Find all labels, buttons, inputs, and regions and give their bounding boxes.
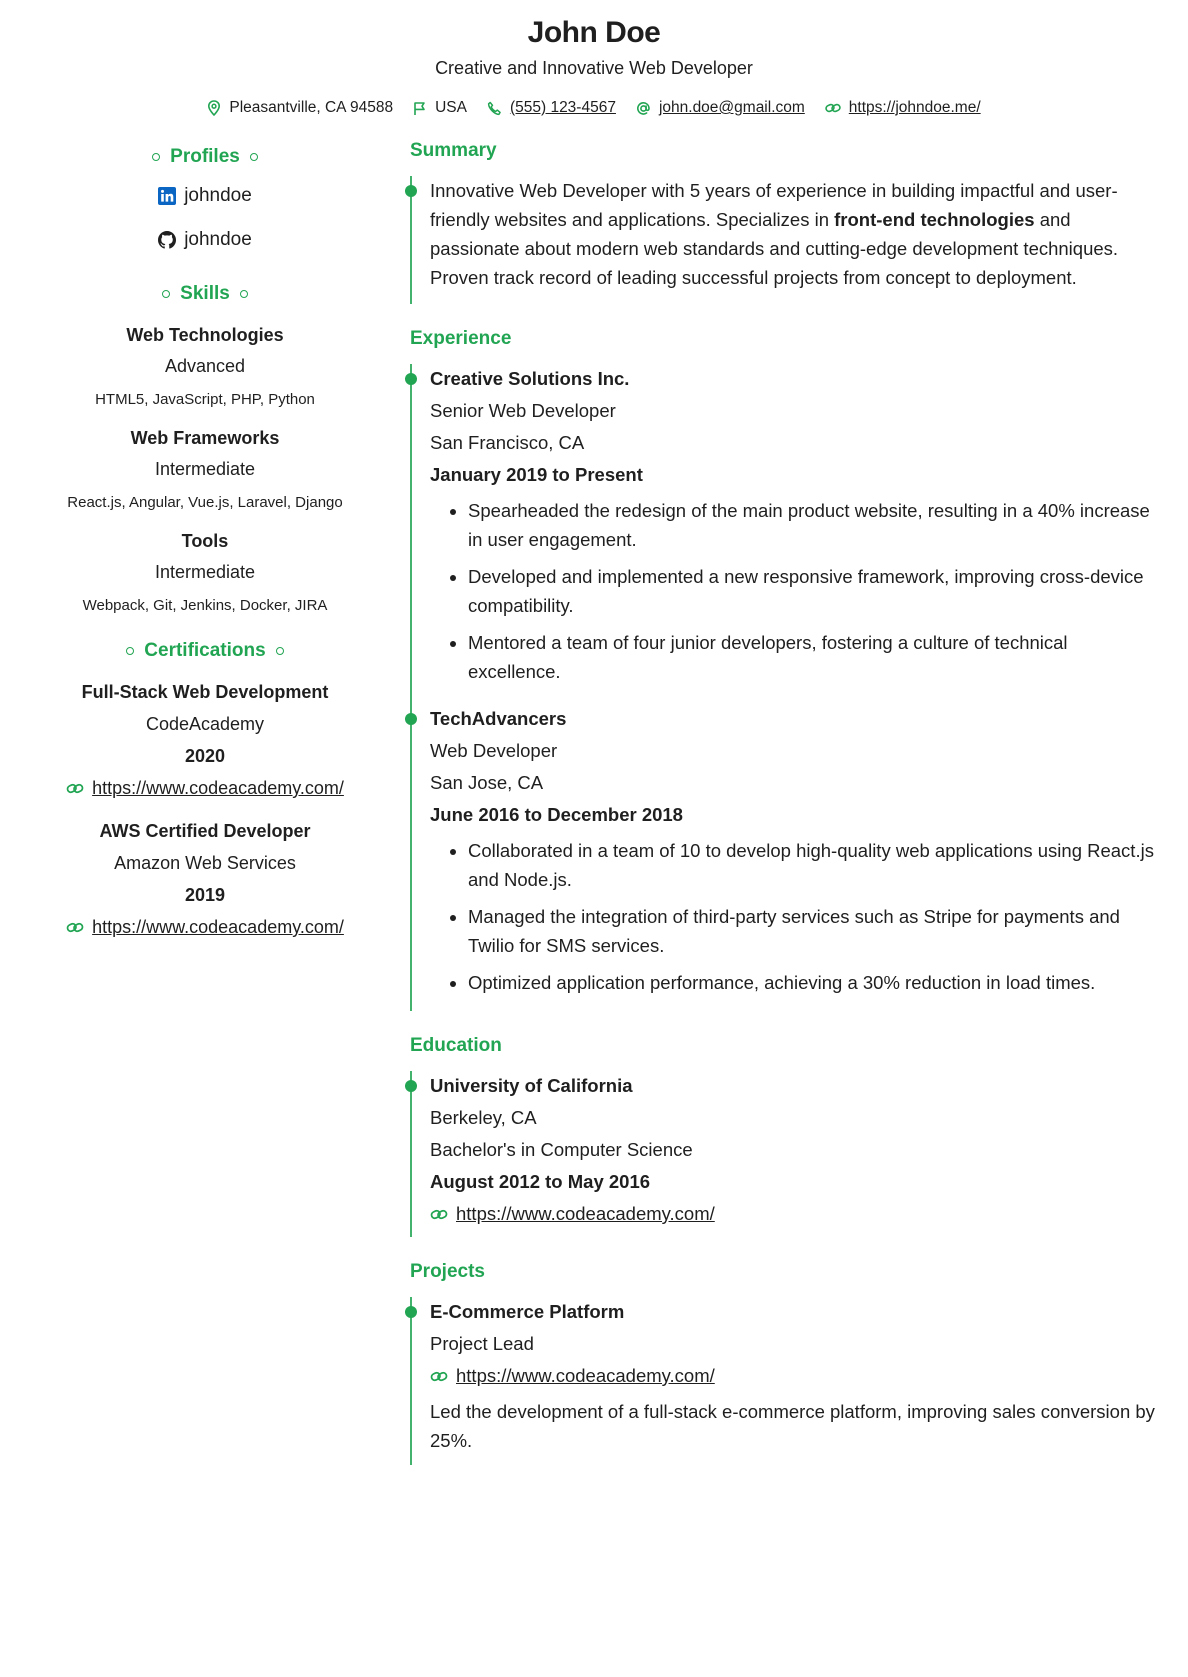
projects-heading: Projects (410, 1261, 485, 1282)
timeline-dot (405, 1306, 417, 1318)
timeline-dot (405, 373, 417, 385)
contact-phone[interactable] (487, 99, 616, 117)
skill-level: Advanced (164, 356, 246, 376)
profile-username: johndoe (184, 229, 252, 250)
company-name: TechAdvancers (430, 708, 567, 729)
at-sign-icon (636, 101, 651, 116)
summary-entry (430, 176, 1160, 292)
job-dates: June 2016 to December 2018 (430, 804, 683, 825)
highlight-item: • Spearheaded the redesign of the main product website, resulting in a 40% increase in user engagement. (468, 496, 1160, 554)
highlight-item: • Optimized application performance, achieving a 30% reduction in load times. (468, 968, 1160, 997)
timeline-dot (405, 1080, 417, 1092)
projects-block (410, 1297, 1160, 1465)
skills-heading (40, 283, 370, 305)
country-text: USA (435, 99, 467, 116)
project-role: Project Lead (430, 1333, 534, 1354)
project-description: Led the development of a full-stack e-commerce platform, improving sales conversion by 25%. (430, 1401, 1155, 1451)
location-text: Pleasantville, CA 94588 (229, 99, 394, 116)
contact-website[interactable] (825, 99, 981, 117)
ring-icon (126, 647, 134, 655)
contact-email[interactable] (636, 99, 805, 117)
project-url[interactable] (430, 1361, 1160, 1391)
skill-item (40, 428, 370, 511)
skill-level: Intermediate (154, 459, 256, 479)
degree-name: Bachelor's in Computer Science (430, 1139, 693, 1160)
summary-heading: Summary (410, 140, 497, 161)
ring-icon (250, 153, 258, 161)
skills-title: Skills (180, 283, 230, 304)
link-icon (430, 1208, 448, 1221)
linkedin-icon (158, 187, 176, 205)
position-title: Web Developer (430, 740, 558, 761)
profile-linkedin[interactable] (40, 185, 370, 207)
certification-item (40, 821, 370, 938)
certification-date: 2019 (184, 885, 226, 905)
skill-keywords: Webpack, Git, Jenkins, Docker, JIRA (82, 597, 328, 614)
link-icon (825, 102, 841, 114)
summary-emphasis: front-end technologies (834, 209, 1035, 230)
profiles-heading (40, 146, 370, 168)
education-dates: August 2012 to May 2016 (430, 1171, 651, 1192)
phone-link[interactable]: (555) 123-4567 (509, 99, 616, 116)
certifications-heading (40, 640, 370, 662)
certifications-title: Certifications (144, 640, 266, 661)
certification-link[interactable]: https://www.codeacademy.com/ (92, 917, 344, 937)
contact-location (207, 99, 393, 117)
experience-entry (430, 704, 1160, 997)
skill-item (40, 325, 370, 408)
project-name: E-Commerce Platform (430, 1301, 625, 1322)
job-location: San Francisco, CA (430, 432, 585, 453)
github-icon (158, 231, 176, 249)
candidate-name: John Doe (527, 16, 661, 49)
education-link[interactable]: https://www.codeacademy.com/ (456, 1203, 715, 1224)
link-icon (430, 1370, 448, 1383)
certification-link[interactable]: https://www.codeacademy.com/ (92, 778, 344, 798)
education-location: Berkeley, CA (430, 1107, 537, 1128)
certification-issuer: CodeAcademy (145, 714, 265, 734)
certification-url[interactable] (40, 778, 370, 799)
education-url[interactable] (430, 1199, 1160, 1229)
education-heading: Education (410, 1035, 502, 1056)
skill-name: Web Technologies (126, 325, 284, 345)
candidate-headline: Creative and Innovative Web Developer (435, 58, 753, 78)
ring-icon (276, 647, 284, 655)
flag-icon (413, 101, 427, 116)
certification-name: Full-Stack Web Development (81, 682, 329, 702)
company-name: Creative Solutions Inc. (430, 368, 630, 389)
highlight-item: • Mentored a team of four junior developers, fostering a culture of technical excellence. (468, 628, 1160, 686)
link-icon (66, 921, 84, 934)
certification-url[interactable] (40, 917, 370, 938)
experience-block (410, 364, 1160, 1011)
main-column (410, 140, 1160, 1465)
institution-name: University of California (430, 1075, 633, 1096)
contact-country (413, 99, 467, 117)
highlight-item: • Collaborated in a team of 10 to develop high-quality web applications using React.js and Node.js. (468, 836, 1160, 894)
certification-item (40, 682, 370, 799)
certification-date: 2020 (184, 746, 226, 766)
profile-github[interactable] (40, 229, 370, 251)
job-dates: January 2019 to Present (430, 464, 643, 485)
profile-username: johndoe (184, 185, 252, 206)
position-title: Senior Web Developer (430, 400, 616, 421)
map-pin-icon (207, 100, 221, 116)
skill-keywords: React.js, Angular, Vue.js, Laravel, Django (67, 494, 343, 511)
highlight-item: • Managed the integration of third-party services such as Stripe for payments and Twilio for SMS services. (468, 902, 1160, 960)
skill-name: Web Frameworks (130, 428, 280, 448)
profiles-title: Profiles (170, 146, 240, 167)
job-highlights (430, 836, 1160, 997)
experience-entry (430, 364, 1160, 686)
email-link[interactable]: john.doe@gmail.com (658, 99, 805, 116)
skill-keywords: HTML5, JavaScript, PHP, Python (95, 391, 315, 408)
link-icon (66, 782, 84, 795)
summary-block (410, 176, 1160, 304)
education-entry (430, 1071, 1160, 1229)
timeline-dot (405, 713, 417, 725)
education-block (410, 1071, 1160, 1237)
timeline-dot (405, 185, 417, 197)
skill-item (40, 531, 370, 614)
ring-icon (152, 153, 160, 161)
certification-issuer: Amazon Web Services (114, 853, 296, 873)
highlight-item: • Developed and implemented a new responsive framework, improving cross-device compatibility. (468, 562, 1160, 620)
job-highlights (430, 496, 1160, 686)
summary-text-part: and passionate about modern web standards and cutting-edge development techniques. Proven track record of leading successful projects from concept to deployment. (430, 209, 1119, 288)
skill-level: Intermediate (154, 562, 256, 582)
job-location: San Jose, CA (430, 772, 544, 793)
skill-name: Tools (181, 531, 229, 551)
experience-heading: Experience (410, 328, 512, 349)
website-link[interactable]: https://johndoe.me/ (848, 99, 981, 116)
ring-icon (240, 290, 248, 298)
resume-header (0, 16, 1188, 117)
project-entry (430, 1297, 1160, 1455)
project-link[interactable]: https://www.codeacademy.com/ (456, 1365, 715, 1386)
certification-name: AWS Certified Developer (99, 821, 311, 841)
summary-text-part: Innovative Web Developer with 5 years of experience in building impactful and user-friendly websites and applications. Specializes in (430, 180, 1118, 230)
contact-bar (0, 99, 1188, 117)
ring-icon (162, 290, 170, 298)
summary-text (430, 176, 1160, 292)
phone-icon (487, 101, 502, 116)
sidebar-column (40, 146, 370, 938)
